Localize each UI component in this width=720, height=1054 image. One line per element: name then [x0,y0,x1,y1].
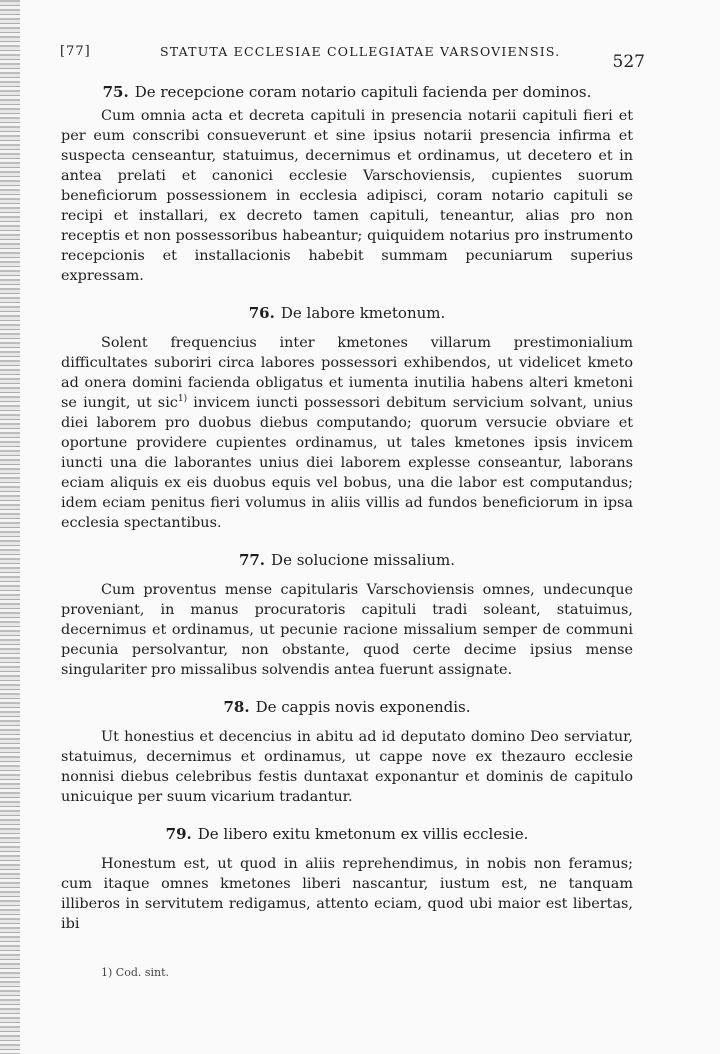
section-heading-79: 79. De libero exitu kmetonum ex villis ecclesie. [165,825,529,843]
section-heading-77: 77. De solucione missalium. [238,551,456,569]
page-number: 527 [612,52,645,72]
section-heading-78: 78. De cappis novis exponendis. [223,698,471,716]
running-title: STATUTA ECCLESIAE COLLEGIATAE VARSOVIENSIS. [160,44,561,59]
page-body [61,78,633,934]
footnote-reference: 1) [177,394,188,405]
section-text-77: Cum proventus mense capitularis Varschoviensis omnes, undecunque proveniant, in manus procuratoris capituli tradi soleant, statuimus, decernimus et ordinamus, ut pecunie racione missalium semper de communi pecunia persolvantur, non obstante, quod certe decime ipsius mense singulariter pro missalibus solvendis antea fuerunt assignate. [61,582,633,678]
section-text-78: Ut honestius et decencius in abitu ad id deputato domino Deo serviatur, statuimus, decernimus et ordinamus, ut cappe nove ex thezauro ecclesie nonnisi diebus celebribus festis duntaxat exponantur et dominis de capitulo unicuique per suum vicarium tradantur. [61,729,633,805]
page-header [60,40,645,70]
section-heading-76: 76. De labore kmetonum. [248,304,446,322]
section-text-79: Honestum est, ut quod in aliis reprehendimus, in nobis non feramus; cum itaque omnes kmetones liberi nascantur, iustum est, ne tanquam illiberos in servitutem redigamus, attento eciam, quod ubi maior est libertas, ibi [61,856,633,932]
section-heading-75: 75. De recepcione coram notario capituli facienda per dominos. [102,83,592,101]
section-text-76: Solent frequencius inter kmetones villarum prestimonialium difficultates suboriri circa labores possessori exhibendos, ut videlicet kmeto ad onera domini facienda obligatus et iumenta inutilia habens alteri kmetoni se iungit, ut sic$^{1)}$ invicem iuncti possessori debitum servicium solvant, unius diei laborem pro duobus diebus computando; quorum versucie obviare et oportune providere cupientes ordinamus, ut tales kmetones ipsis invicem iuncti una die laborantes unius diei laborem explesse conseantur, laborans eciam aliquis ex eis duobus equis vel bobus, una die labor est computandus; idem eciam penitus fieri volumus in aliis villis ad fundos beneficiorum in ipsa ecclesia spectantibus. [61,335,633,531]
section-text-75: Cum omnia acta et decreta capituli in presencia notarii capituli fieri et per eum conscribi consueverunt et sine ipsius notarii presencia infirma et suspecta censeantur, statuimus, decernimus et ordinamus, ut decetero et in antea prelati et canonici ecclesie Varschoviensis, cupientes suorum beneficiorum possessionem in ecclesia adipisci, coram notario capituli se recipi et installari, ex decreto tamen capituli, teneantur, alias pro non receptis et non possessoribus habeantur; quiquidem notarius pro instrumento recepcionis et installacionis habebit summam pecuniarum superius expressam. [61,108,633,284]
footnote: 1) Cod. sint. [101,966,170,979]
scanned-page-edge [0,0,20,1054]
header-section-marker: [77] [60,44,91,59]
